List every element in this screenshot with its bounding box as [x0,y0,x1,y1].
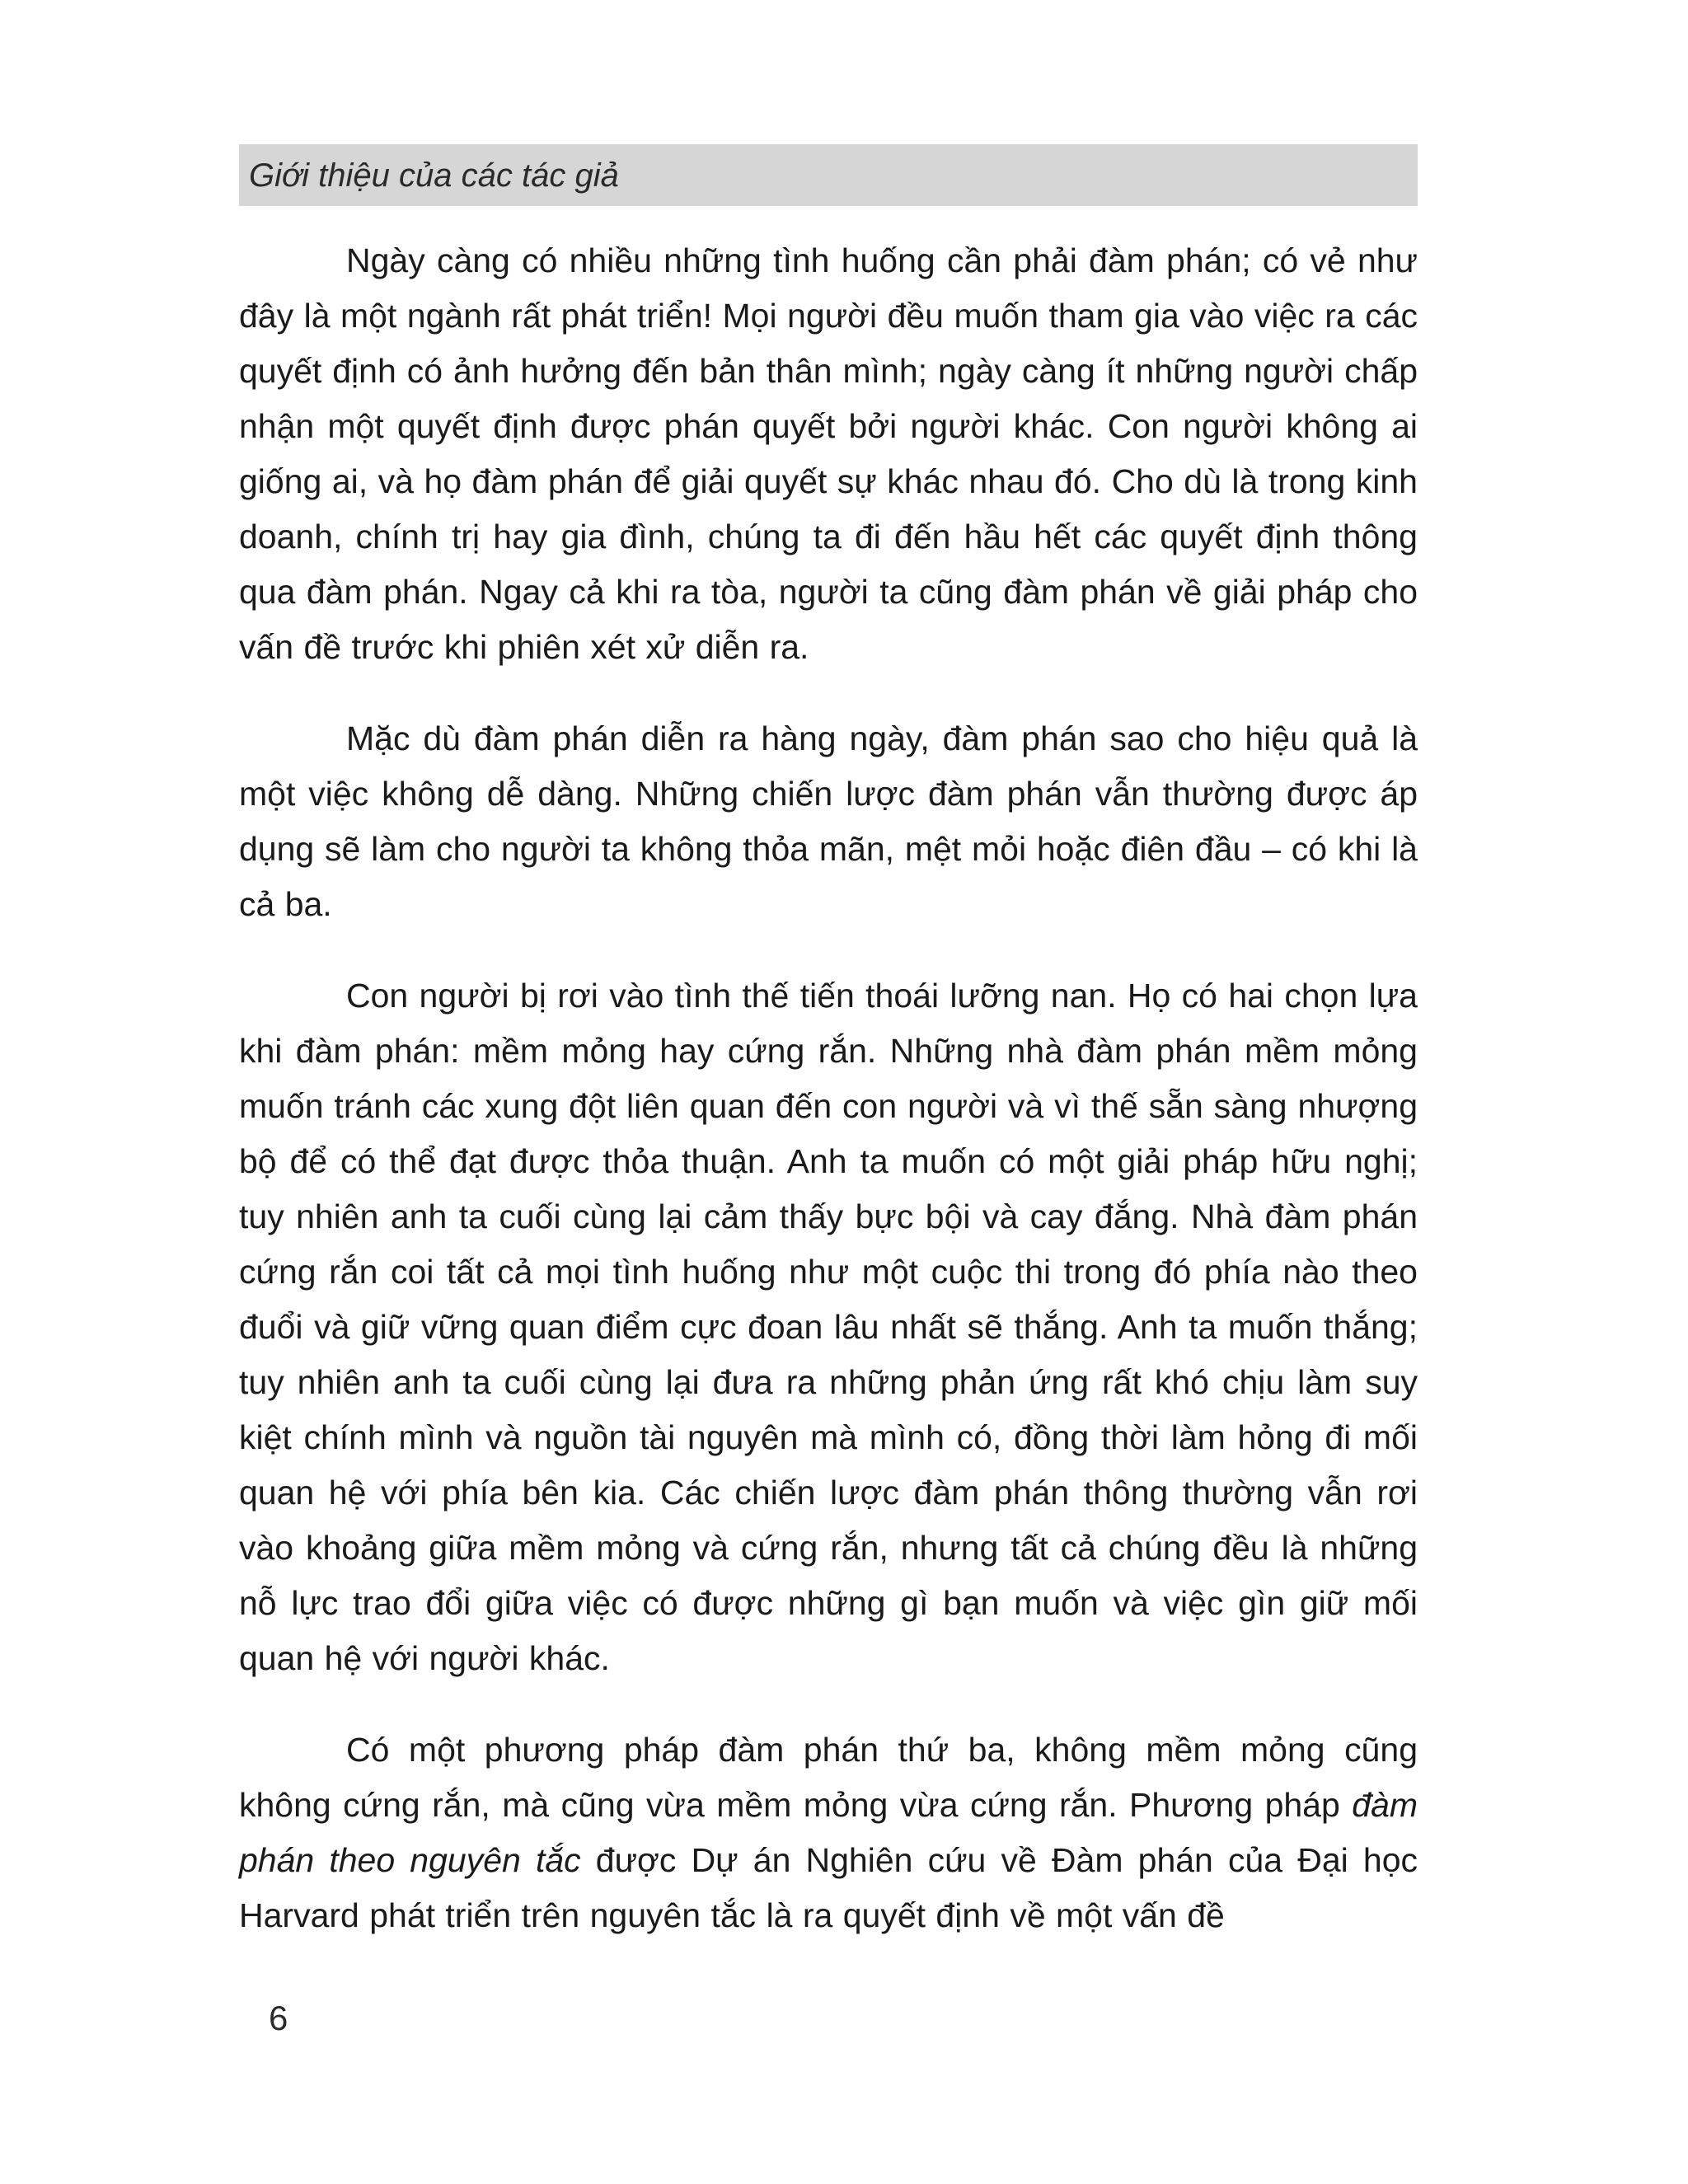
paragraph-4-italic-term: đàm phán theo nguyên tắc [239,1786,1418,1879]
paragraph-3: Con người bị rơi vào tình thế tiến thoái lưỡng nan. Họ có hai chọn lựa khi đàm phán: mềm mỏng hay cứng rắn. Những nhà đàm phán mềm mỏng muốn tránh các xung đột liên quan đến con người và vì thế sẵn sàng nhượng bộ để có thể đạt được thỏa thuận. Anh ta muốn có một giải pháp hữu nghị; tuy nhiên anh ta cuối cùng lại cảm thấy bực bội và cay đắng. Nhà đàm phán cứng rắn coi tất cả mọi tình huống như một cuộc thi trong đó phía nào theo đuổi và giữ vững quan điểm cực đoan lâu nhất sẽ thắng. Anh ta muốn thắng; tuy nhiên anh ta cuối cùng lại đưa ra những phản ứng rất khó chịu làm suy kiệt chính mình và nguồn tài nguyên mà mình có, đồng thời làm hỏng đi mối quan hệ với phía bên kia. Các chiến lược đàm phán thông thường vẫn rơi vào khoảng giữa mềm mỏng và cứng rắn, nhưng tất cả chúng đều là những nỗ lực trao đổi giữa việc có được những gì bạn muốn và việc gìn giữ mối quan hệ với người khác. [239,977,1418,1677]
section-title: Giới thiệu của các tác giả [249,157,619,194]
body-text [239,233,1418,1980]
page-number: 6 [269,1999,288,2037]
section-header-bar [239,144,1418,206]
paragraph-4-text-end: được Dự án Nghiên cứu về Đàm phán của Đại học Harvard phát triển trên nguyên tắc là ra quyết định về một vấn đề [239,1841,1418,1934]
paragraph-2: Mặc dù đàm phán diễn ra hàng ngày, đàm phán sao cho hiệu quả là một việc không dễ dàng. Những chiến lược đàm phán vẫn thường được áp dụng sẽ làm cho người ta không thỏa mãn, mệt mỏi hoặc điên đầu – có khi là cả ba. [239,719,1418,923]
paragraph-4-text-start: Có một phương pháp đàm phán thứ ba, không mềm mỏng cũng không cứng rắn, mà cũng vừa mềm mỏng vừa cứng rắn. Phương pháp [239,1731,1418,1824]
paragraph-4 [239,1722,1418,1943]
paragraph-1: Ngày càng có nhiều những tình huống cần phải đàm phán; có vẻ như đây là một ngành rất phát triển! Mọi người đều muốn tham gia vào việc ra các quyết định có ảnh hưởng đến bản thân mình; ngày càng ít những người chấp nhận một quyết định được phán quyết bởi người khác. Con người không ai giống ai, và họ đàm phán để giải quyết sự khác nhau đó. Cho dù là trong kinh doanh, chính trị hay gia đình, chúng ta đi đến hầu hết các quyết định thông qua đàm phán. Ngay cả khi ra tòa, người ta cũng đàm phán về giải pháp cho vấn đề trước khi phiên xét xử diễn ra. [239,241,1418,666]
